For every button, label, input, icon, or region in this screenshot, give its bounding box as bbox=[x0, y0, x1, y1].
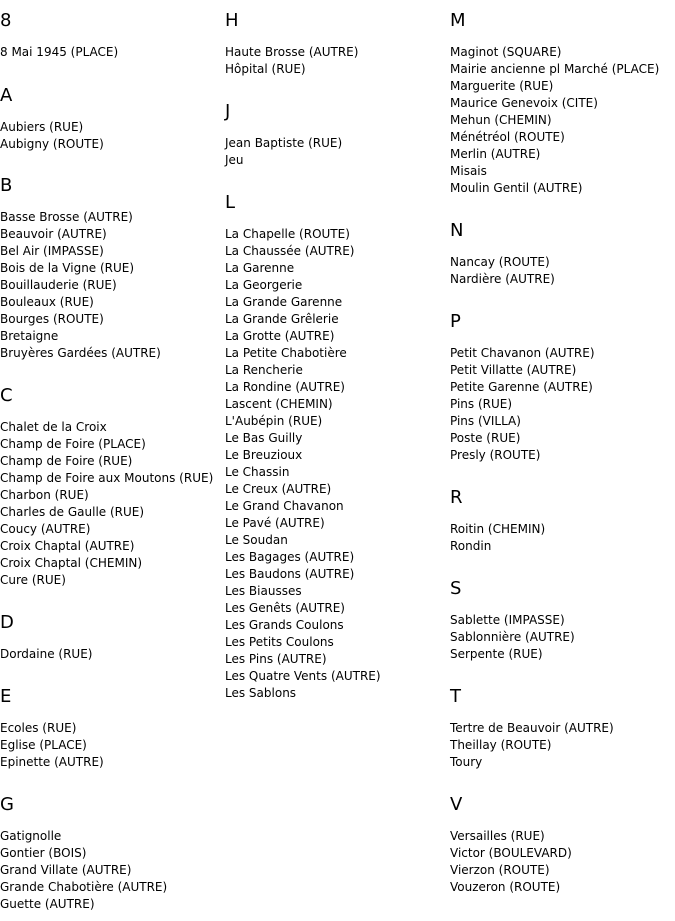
section-letter-heading: S bbox=[450, 578, 462, 599]
street-item: Sablonnière (AUTRE) bbox=[450, 630, 575, 644]
street-list bbox=[450, 521, 545, 555]
letter-section bbox=[225, 10, 359, 76]
letter-section bbox=[225, 192, 381, 700]
street-item: Champ de Foire (RUE) bbox=[0, 454, 133, 468]
street-list bbox=[450, 720, 614, 771]
street-item: La Chapelle (ROUTE) bbox=[225, 227, 350, 241]
street-list bbox=[0, 720, 104, 771]
letter-section bbox=[225, 101, 343, 167]
street-item: 8 Mai 1945 (PLACE) bbox=[0, 45, 119, 59]
street-item: Les Quatre Vents (AUTRE) bbox=[225, 669, 381, 683]
street-item: Marguerite (RUE) bbox=[450, 79, 554, 93]
street-item: Victor (BOULEVARD) bbox=[450, 846, 572, 860]
letter-section bbox=[450, 686, 614, 769]
street-item: Bouillauderie (RUE) bbox=[0, 278, 117, 292]
letter-section bbox=[0, 175, 161, 360]
street-item: Le Grand Chavanon bbox=[225, 499, 344, 513]
section-letter-heading: D bbox=[0, 612, 14, 633]
section-letter-heading: J bbox=[225, 101, 231, 122]
street-item: Rondin bbox=[450, 539, 492, 553]
street-item: Vierzon (ROUTE) bbox=[450, 863, 550, 877]
street-item: Croix Chaptal (CHEMIN) bbox=[0, 556, 143, 570]
section-letter-heading: N bbox=[450, 220, 464, 241]
letter-section bbox=[0, 385, 214, 587]
street-item: La Georgerie bbox=[225, 278, 303, 292]
street-item: Petit Villatte (AUTRE) bbox=[450, 363, 577, 377]
letter-section bbox=[450, 794, 572, 894]
street-item: Le Breuzioux bbox=[225, 448, 303, 462]
street-item: La Grande Garenne bbox=[225, 295, 343, 309]
street-item: La Petite Chabotière bbox=[225, 346, 347, 360]
street-item: Mairie ancienne pl Marché (PLACE) bbox=[450, 62, 660, 76]
street-list bbox=[450, 612, 575, 663]
letter-section bbox=[450, 10, 660, 195]
section-letter-heading: P bbox=[450, 311, 461, 332]
street-item: La Rencherie bbox=[225, 363, 303, 377]
street-item: Chalet de la Croix bbox=[0, 420, 107, 434]
street-item: Bourges (ROUTE) bbox=[0, 312, 104, 326]
street-item: Dordaine (RUE) bbox=[0, 647, 93, 661]
street-item: La Grotte (AUTRE) bbox=[225, 329, 335, 343]
street-list bbox=[0, 828, 167, 913]
street-list bbox=[0, 646, 92, 663]
street-item: Beauvoir (AUTRE) bbox=[0, 227, 107, 241]
street-item: Champ de Foire (PLACE) bbox=[0, 437, 146, 451]
street-list bbox=[225, 135, 342, 169]
street-item: Nancay (ROUTE) bbox=[450, 255, 550, 269]
street-item: Coucy (AUTRE) bbox=[0, 522, 91, 536]
street-item: Jean Baptiste (RUE) bbox=[225, 136, 343, 150]
section-letter-heading: B bbox=[0, 175, 13, 196]
street-item: Petite Garenne (AUTRE) bbox=[450, 380, 593, 394]
street-item: Lascent (CHEMIN) bbox=[225, 397, 333, 411]
street-item: Pins (VILLA) bbox=[450, 414, 521, 428]
street-list bbox=[450, 345, 595, 464]
street-item: Epinette (AUTRE) bbox=[0, 755, 104, 769]
street-item: Aubigny (ROUTE) bbox=[0, 137, 104, 151]
street-item: Bruyères Gardées (AUTRE) bbox=[0, 346, 161, 360]
street-item: Le Chassin bbox=[225, 465, 290, 479]
street-item: Grand Villate (AUTRE) bbox=[0, 863, 132, 877]
street-item: Bouleaux (RUE) bbox=[0, 295, 94, 309]
street-item: Les Petits Coulons bbox=[225, 635, 334, 649]
letter-section bbox=[450, 487, 546, 553]
letter-section bbox=[0, 612, 93, 661]
street-item: Haute Brosse (AUTRE) bbox=[225, 45, 359, 59]
street-item: L'Aubépin (RUE) bbox=[225, 414, 323, 428]
street-list bbox=[225, 226, 381, 702]
street-item: Roitin (CHEMIN) bbox=[450, 522, 546, 536]
section-letter-heading: R bbox=[450, 487, 463, 508]
letter-section bbox=[450, 578, 575, 661]
street-item: La Rondine (AUTRE) bbox=[225, 380, 345, 394]
street-item: Charles de Gaulle (RUE) bbox=[0, 505, 145, 519]
street-list bbox=[450, 44, 659, 197]
street-item: Les Baudons (AUTRE) bbox=[225, 567, 355, 581]
street-item: Mehun (CHEMIN) bbox=[450, 113, 552, 127]
section-letter-heading: A bbox=[0, 85, 13, 106]
street-item: Poste (RUE) bbox=[450, 431, 521, 445]
street-item: Les Bagages (AUTRE) bbox=[225, 550, 355, 564]
letter-section bbox=[0, 10, 119, 59]
letter-section bbox=[0, 794, 168, 911]
street-item: Maurice Genevoix (CITE) bbox=[450, 96, 598, 110]
street-item: Sablette (IMPASSE) bbox=[450, 613, 565, 627]
street-item: Bois de la Vigne (RUE) bbox=[0, 261, 135, 275]
street-item: Merlin (AUTRE) bbox=[450, 147, 541, 161]
street-item: Toury bbox=[450, 755, 483, 769]
section-letter-heading: 8 bbox=[0, 10, 12, 31]
street-item: Cure (RUE) bbox=[0, 573, 66, 587]
street-item: Versailles (RUE) bbox=[450, 829, 545, 843]
street-item: Charbon (RUE) bbox=[0, 488, 89, 502]
street-item: Pins (RUE) bbox=[450, 397, 513, 411]
street-item: Jeu bbox=[225, 153, 244, 167]
street-item: Hôpital (RUE) bbox=[225, 62, 306, 76]
street-item: Les Sablons bbox=[225, 686, 297, 700]
street-item: Presly (ROUTE) bbox=[450, 448, 541, 462]
letter-section bbox=[0, 85, 104, 151]
street-item: Guette (AUTRE) bbox=[0, 897, 95, 911]
street-item: Vouzeron (ROUTE) bbox=[450, 880, 561, 894]
street-list bbox=[0, 419, 213, 589]
street-item: Croix Chaptal (AUTRE) bbox=[0, 539, 135, 553]
street-item: Ecoles (RUE) bbox=[0, 721, 77, 735]
street-item: Les Grands Coulons bbox=[225, 618, 344, 632]
street-item: Les Pins (AUTRE) bbox=[225, 652, 327, 666]
section-letter-heading: L bbox=[225, 192, 236, 213]
street-item: Le Bas Guilly bbox=[225, 431, 303, 445]
street-list bbox=[450, 254, 555, 288]
section-letter-heading: T bbox=[450, 686, 461, 707]
street-item: Petit Chavanon (AUTRE) bbox=[450, 346, 595, 360]
street-item: Moulin Gentil (AUTRE) bbox=[450, 181, 583, 195]
street-item: Aubiers (RUE) bbox=[0, 120, 84, 134]
section-letter-heading: E bbox=[0, 686, 12, 707]
street-list bbox=[0, 44, 118, 61]
street-item: Le Pavé (AUTRE) bbox=[225, 516, 325, 530]
section-letter-heading: H bbox=[225, 10, 239, 31]
section-letter-heading: V bbox=[450, 794, 463, 815]
street-item: La Chaussée (AUTRE) bbox=[225, 244, 355, 258]
street-item: Misais bbox=[450, 164, 487, 178]
section-letter-heading: C bbox=[0, 385, 13, 406]
street-item: Les Genêts (AUTRE) bbox=[225, 601, 345, 615]
street-item: Gontier (BOIS) bbox=[0, 846, 87, 860]
street-item: Nardière (AUTRE) bbox=[450, 272, 555, 286]
street-list bbox=[0, 209, 161, 362]
street-item: Champ de Foire aux Moutons (RUE) bbox=[0, 471, 214, 485]
street-item: Bretaigne bbox=[0, 329, 59, 343]
street-item: La Grande Grêlerie bbox=[225, 312, 339, 326]
street-item: Basse Brosse (AUTRE) bbox=[0, 210, 133, 224]
section-letter-heading: G bbox=[0, 794, 14, 815]
street-list bbox=[225, 44, 358, 78]
street-item: Grande Chabotière (AUTRE) bbox=[0, 880, 168, 894]
street-list bbox=[0, 119, 104, 153]
street-item: Bel Air (IMPASSE) bbox=[0, 244, 104, 258]
street-item: Theillay (ROUTE) bbox=[450, 738, 552, 752]
street-item: Gatignolle bbox=[0, 829, 62, 843]
street-item: Serpente (RUE) bbox=[450, 647, 543, 661]
street-item: Ménétréol (ROUTE) bbox=[450, 130, 565, 144]
section-letter-heading: M bbox=[450, 10, 466, 31]
street-item: Maginot (SQUARE) bbox=[450, 45, 562, 59]
letter-section bbox=[0, 686, 104, 769]
street-list bbox=[450, 828, 572, 896]
street-item: Eglise (PLACE) bbox=[0, 738, 87, 752]
street-item: Les Biausses bbox=[225, 584, 302, 598]
letter-section bbox=[450, 220, 555, 286]
letter-section bbox=[450, 311, 595, 462]
street-item: Le Creux (AUTRE) bbox=[225, 482, 332, 496]
street-item: Tertre de Beauvoir (AUTRE) bbox=[450, 721, 614, 735]
street-item: Le Soudan bbox=[225, 533, 288, 547]
street-item: La Garenne bbox=[225, 261, 295, 275]
